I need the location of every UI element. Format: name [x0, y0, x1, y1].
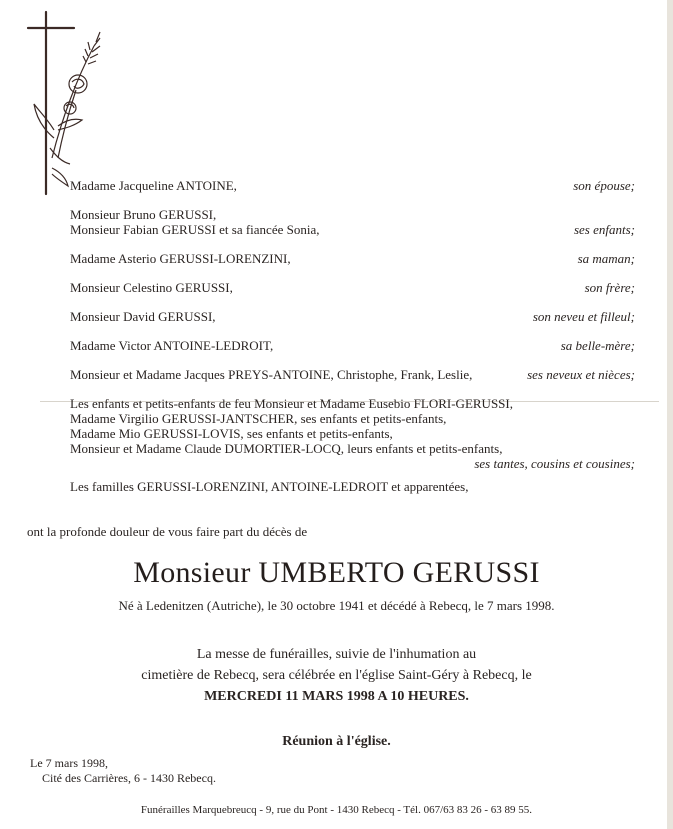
relative-row [70, 309, 635, 324]
relative-row [70, 479, 635, 494]
relative-row [70, 207, 635, 222]
reunion-notice: Réunion à l'église. [282, 734, 391, 749]
relative-name: Madame Virgilio GERUSSI-JANTSCHER, ses enfants et petits-enfants, [70, 411, 447, 426]
relative-name: Monsieur Fabian GERUSSI et sa fiancée Sonia, [70, 222, 320, 237]
place-and-date [30, 756, 216, 786]
birth-death-line: Né à Ledenitzen (Autriche), le 30 octobre 1941 et décédé à Rebecq, le 7 mars 1998. [118, 598, 555, 613]
relative-name: Les familles GERUSSI-LORENZINI, ANTOINE-LEDROIT et apparentées, [70, 479, 469, 494]
relative-name: Madame Victor ANTOINE-LEDROIT, [70, 338, 274, 353]
relative-role: ses enfants; [573, 222, 635, 237]
relative-role: sa belle-mère; [560, 338, 635, 353]
address: Cité des Carrières, 6 - 1430 Rebecq. [42, 771, 216, 785]
mass-line: La messe de funérailles, suivie de l'inhumation au [196, 647, 477, 662]
dateline: Le 7 mars 1998, [30, 756, 108, 770]
relatives-list [70, 178, 635, 494]
relative-row [70, 178, 635, 193]
relative-row [70, 396, 635, 411]
relative-row [70, 280, 635, 295]
funeral-mass-details [0, 644, 673, 707]
deceased-name: Monsieur UMBERTO GERUSSI [133, 556, 540, 589]
relative-row [70, 426, 635, 441]
relative-name: Monsieur Bruno GERUSSI, [70, 207, 217, 222]
relative-name: Madame Asterio GERUSSI-LORENZINI, [70, 251, 291, 266]
relative-name: Monsieur Celestino GERUSSI, [70, 280, 233, 295]
mass-line: cimetière de Rebecq, sera célébrée en l'église Saint-Géry à Rebecq, le [141, 668, 532, 683]
relative-row [70, 251, 635, 266]
relative-name: Madame Mio GERUSSI-LOVIS, ses enfants et petits-enfants, [70, 426, 393, 441]
relative-role: son neveu et filleul; [532, 309, 635, 324]
relative-name: Madame Jacqueline ANTOINE, [70, 178, 237, 193]
funeral-home-footer: Funérailles Marquebreucq - 9, rue du Pont - 1430 Rebecq - Tél. 067/63 83 26 - 63 89 55. [140, 804, 533, 816]
relative-name: Monsieur David GERUSSI, [70, 309, 216, 324]
intro-text: ont la profonde douleur de vous faire part du décès de [27, 524, 308, 539]
relative-row [70, 338, 635, 353]
relative-row [70, 367, 635, 382]
relative-row [70, 441, 635, 456]
relative-name: Monsieur et Madame Claude DUMORTIER-LOCQ, leurs enfants et petits-enfants, [70, 441, 503, 456]
relative-role: sa maman; [577, 251, 635, 266]
mass-date: MERCREDI 11 MARS 1998 A 10 HEURES. [204, 689, 469, 704]
relative-role: son épouse; [573, 178, 635, 193]
relative-name: Les enfants et petits-enfants de feu Monsieur et Madame Eusebio FLORI-GERUSSI, [70, 396, 513, 411]
relative-role: ses neveux et nièces; [527, 367, 635, 382]
relative-role: son frère; [584, 280, 635, 295]
relative-row [70, 411, 635, 426]
cross-with-wheat-and-rose-icon [22, 8, 114, 198]
relative-row [70, 222, 635, 237]
relative-name: Monsieur et Madame Jacques PREYS-ANTOINE, Christophe, Frank, Leslie, [70, 367, 473, 382]
relative-role: ses tantes, cousins et cousines; [474, 456, 635, 471]
